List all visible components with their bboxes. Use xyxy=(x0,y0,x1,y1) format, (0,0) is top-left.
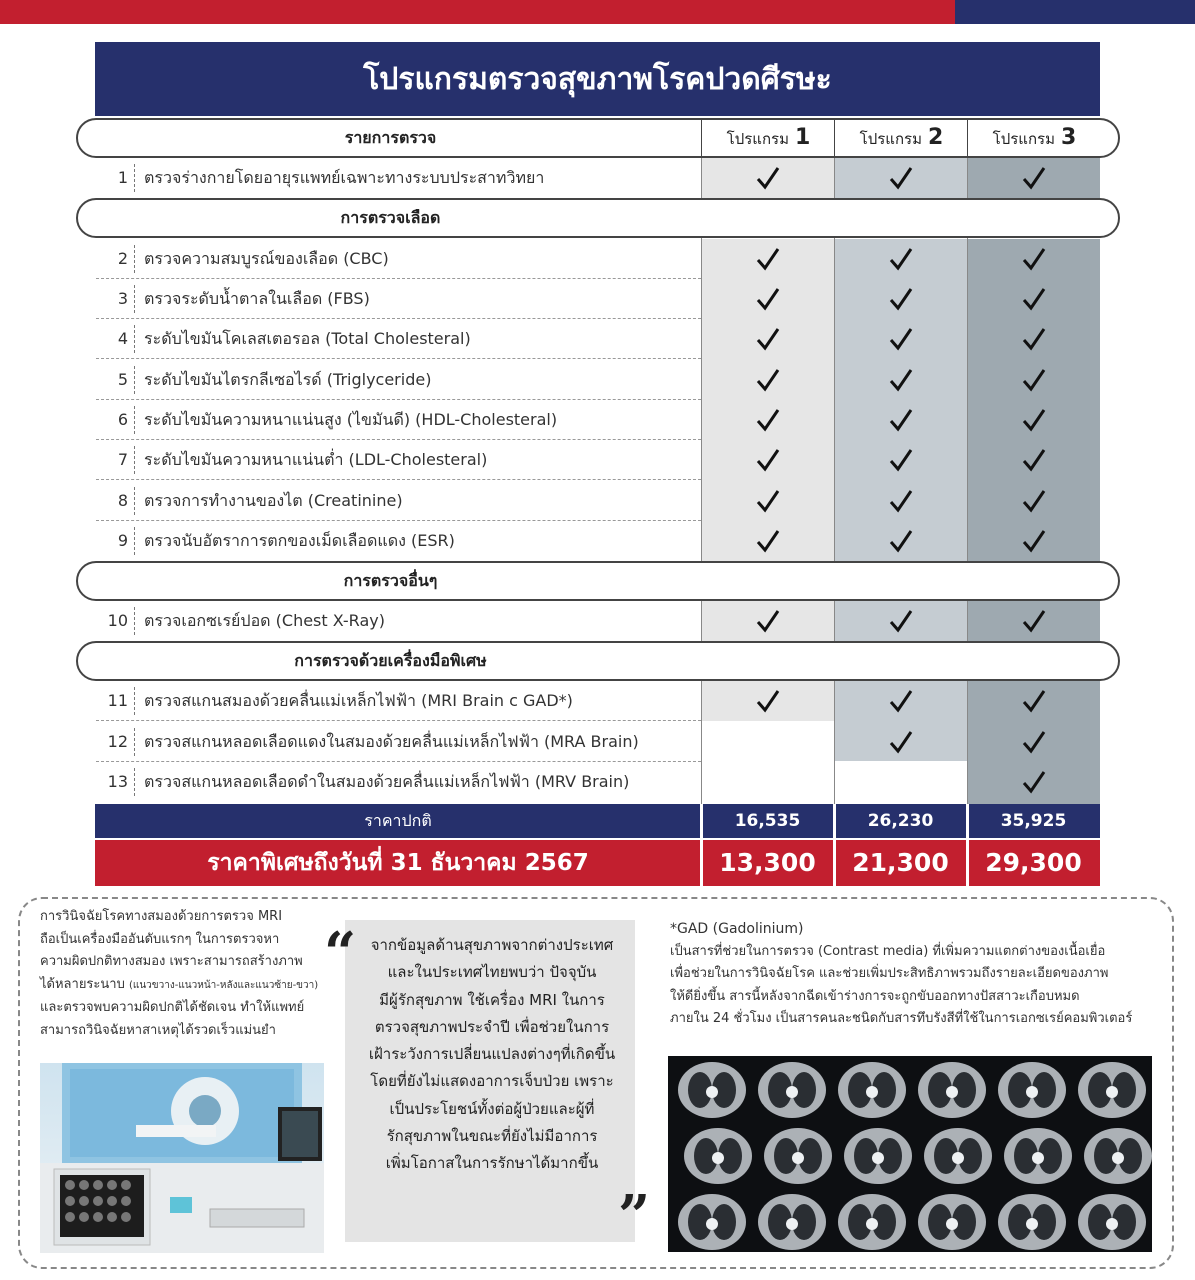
normal-price-p3: 35,925 xyxy=(1000,811,1067,831)
check-icon xyxy=(701,319,834,359)
row-number: 4 xyxy=(117,329,128,348)
section-special-equipment: การตรวจด้วยเครื่องมือพิเศษ xyxy=(76,641,1120,681)
check-icon xyxy=(967,360,1100,400)
normal-price-row: ราคาปกติ 16,535 26,230 35,925 xyxy=(95,804,1100,838)
quote-line: เพิ่มโอกาสในการรักษาได้มากขึ้น xyxy=(385,1154,599,1173)
check-icon xyxy=(834,521,967,561)
items-column-header: รายการตรวจ xyxy=(344,128,437,147)
row-number: 10 xyxy=(107,611,128,630)
row-number: 1 xyxy=(117,168,128,187)
check-icon xyxy=(967,279,1100,319)
program-3-header: โปรแกรม 3 xyxy=(992,125,1077,150)
row-number: 6 xyxy=(117,410,128,429)
check-icon xyxy=(834,319,967,359)
row-number: 13 xyxy=(107,772,128,791)
check-icon xyxy=(834,279,967,319)
table-row xyxy=(96,762,1100,802)
check-icon xyxy=(834,681,967,721)
table-row xyxy=(96,681,1100,721)
special-price-p1: 13,300 xyxy=(719,848,816,877)
normal-price-p1: 16,535 xyxy=(734,811,801,831)
check-icon xyxy=(701,440,834,480)
table-row xyxy=(96,319,1100,359)
check-icon xyxy=(701,681,834,721)
page-title: โปรแกรมตรวจสุขภาพโรคปวดศีรษะ xyxy=(95,42,1100,116)
gad-description: *GAD (Gadolinium) เป็นสารที่ช่วยในการตรวจ (Contrast media) ที่เพิ่มความแตกต่างของเนื้อเยื่อ เพื่อช่วยในการวินิจฉัยโรค และช่วยเพิ่มประสิทธิภาพรวมถึงรายละเอียดของภาพ ให้ดียิ่งขึ้น สารนี้หลังจากฉีดเข้าร่างการจะถูกขับออกทางปัสสาวะเกือบหมด ภายใน 24 ชั่วโมง เป็นสารคนละชนิดกับสารทึบรังสีที่ใช้ในการเอกซเรย์คอมพิวเตอร์ xyxy=(670,918,1160,1031)
check-icon xyxy=(701,158,834,198)
check-icon xyxy=(834,360,967,400)
check-icon xyxy=(834,481,967,521)
check-icon xyxy=(967,158,1100,198)
row-number: 2 xyxy=(117,249,128,268)
table-row xyxy=(96,400,1100,440)
check-icon xyxy=(701,481,834,521)
check-icon xyxy=(834,601,967,641)
program-1-header: โปรแกรม 1 xyxy=(726,125,811,150)
gad-title: *GAD (Gadolinium) xyxy=(670,921,804,937)
row-label: ตรวจการทำงานของไต (Creatinine) xyxy=(144,491,403,510)
check-icon xyxy=(967,400,1100,440)
check-icon xyxy=(834,440,967,480)
check-icon xyxy=(967,762,1100,802)
quote-text xyxy=(357,932,627,1178)
quote-line: เฝ้าระวังการเปลี่ยนแปลงต่างๆที่เกิดขึ้น xyxy=(368,1045,616,1064)
row-number: 9 xyxy=(117,531,128,550)
row-number: 12 xyxy=(107,732,128,751)
row-number: 3 xyxy=(117,289,128,308)
open-quote-mark: “ xyxy=(324,920,357,986)
section-blood: การตรวจเลือด xyxy=(76,198,1120,238)
check-icon xyxy=(701,360,834,400)
mri-room-photo xyxy=(40,1063,324,1253)
row-label: ตรวจเอกซเรย์ปอด (Chest X-Ray) xyxy=(144,611,385,630)
check-icon xyxy=(701,601,834,641)
check-icon xyxy=(967,319,1100,359)
special-price-p3: 29,300 xyxy=(985,848,1082,877)
close-quote-mark: ” xyxy=(618,1183,651,1249)
program-2-header: โปรแกรม 2 xyxy=(859,125,944,150)
check-icon xyxy=(834,158,967,198)
check-icon xyxy=(967,722,1100,762)
check-icon xyxy=(701,239,834,279)
check-icon xyxy=(967,681,1100,721)
row-label: ตรวจสแกนหลอดเลือดดำในสมองด้วยคลื่นแม่เหล็กไฟฟ้า (MRV Brain) xyxy=(144,772,630,791)
special-price-row: ราคาพิเศษถึงวันที่ 31 ธันวาคม 2567 13,300 21,300 29,300 xyxy=(95,840,1100,886)
check-icon xyxy=(701,279,834,319)
row-label: ระดับไขมันความหนาแน่นต่ำ (LDL-Cholesteral) xyxy=(144,450,488,469)
quote-line: มีผู้รักสุขภาพ ใช้เครื่อง MRI ในการ xyxy=(379,990,605,1009)
row-number: 7 xyxy=(117,450,128,469)
table-row xyxy=(96,481,1100,521)
quote-line: ตรวจสุขภาพประจำปี เพื่อช่วยในการ xyxy=(374,1017,610,1036)
row-label: ตรวจระดับน้ำตาลในเลือด (FBS) xyxy=(144,289,370,308)
row-label: ตรวจสแกนสมองด้วยคลื่นแม่เหล็กไฟฟ้า (MRI Brain c GAD*) xyxy=(144,691,573,710)
table-row xyxy=(96,601,1100,641)
row-label: ระดับไขมันโคเลสเตอรอล (Total Cholesteral) xyxy=(144,329,471,348)
table-row xyxy=(96,158,1100,198)
quote-line: และในประเทศไทยพบว่า ปัจจุบัน xyxy=(387,963,597,982)
check-icon xyxy=(967,239,1100,279)
top-bar xyxy=(0,0,1195,24)
table-row xyxy=(96,521,1100,561)
quote-line: จากข้อมูลด้านสุขภาพจากต่างประเทศ xyxy=(370,936,614,954)
row-label: ตรวจความสมบูรณ์ของเลือด (CBC) xyxy=(144,249,389,268)
check-icon xyxy=(701,400,834,440)
table-row xyxy=(96,722,1100,762)
check-icon xyxy=(967,521,1100,561)
check-icon xyxy=(834,239,967,279)
quote-line: รักสุขภาพในขณะที่ยังไม่มีอาการ xyxy=(386,1127,598,1146)
normal-price-p2: 26,230 xyxy=(867,811,934,831)
check-icon xyxy=(701,521,834,561)
check-icon xyxy=(967,440,1100,480)
table-row xyxy=(96,440,1100,480)
special-price-p2: 21,300 xyxy=(852,848,949,877)
row-number: 5 xyxy=(117,370,128,389)
table-row xyxy=(96,239,1100,279)
check-icon xyxy=(834,722,967,762)
top-bar-red xyxy=(0,0,955,24)
mri-description: การวินิจฉัยโรคทางสมองด้วยการตรวจ MRI ถือเป็นเครื่องมืออันดับแรกๆ ในการตรวจหา ความผิดปกติทางสมอง เพราะสามารถสร้างภาพ ได้หลายระนาบ (แนวขวาง-แนวหน้า-หลังและแนวซ้าย-ขวา) และตรวจพบความผิดปกติได้ชัดเจน ทำให้แพทย์ สามารถวินิจฉัยหาสาเหตุได้รวดเร็วแม่นยำ xyxy=(40,909,319,1038)
table-header xyxy=(76,118,1120,158)
row-label: ตรวจร่างกายโดยอายุรแพทย์เฉพาะทางระบบประสาทวิทยา xyxy=(144,168,545,187)
check-icon xyxy=(967,481,1100,521)
check-icon xyxy=(834,400,967,440)
row-label: ระดับไขมันไตรกลีเซอไรด์ (Triglyceride) xyxy=(144,370,432,389)
quote-line: เป็นประโยชน์ทั้งต่อผู้ป่วยและผู้ที่ xyxy=(389,1099,595,1118)
ct-scan-photo xyxy=(668,1056,1152,1252)
quote-box xyxy=(345,920,635,1242)
row-label: ตรวจสแกนหลอดเลือดแดงในสมองด้วยคลื่นแม่เหล็กไฟฟ้า (MRA Brain) xyxy=(144,732,639,751)
row-number: 8 xyxy=(117,491,128,510)
row-label: ระดับไขมันความหนาแน่นสูง (ไขมันดี) (HDL-Cholesteral) xyxy=(144,410,558,429)
check-icon xyxy=(967,601,1100,641)
row-label: ตรวจนับอัตราการตกของเม็ดเลือดแดง (ESR) xyxy=(144,531,455,550)
quote-line: โดยที่ยังไม่แสดงอาการเจ็บป่วย เพราะ xyxy=(370,1072,614,1091)
row-number: 11 xyxy=(107,691,128,710)
table-row xyxy=(96,360,1100,400)
section-other: การตรวจอื่นๆ xyxy=(76,561,1120,601)
table-row xyxy=(96,279,1100,319)
top-bar-blue xyxy=(955,0,1195,24)
